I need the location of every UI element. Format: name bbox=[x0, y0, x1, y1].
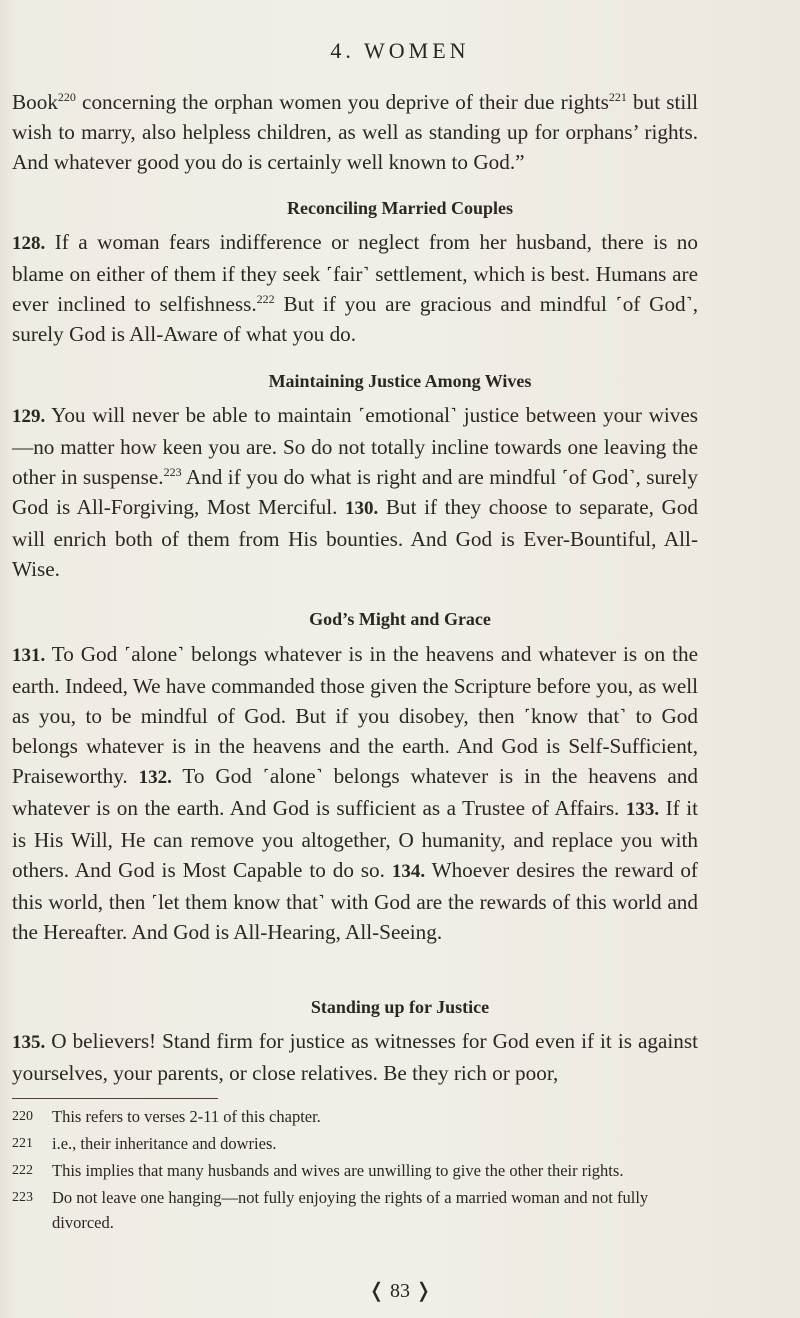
verse-number: 132. bbox=[138, 767, 172, 788]
verse-number: 129. bbox=[12, 406, 46, 427]
continuation-paragraph bbox=[12, 87, 698, 177]
footnote-ref: 221 bbox=[608, 89, 627, 104]
section-heading-standing-justice: Standing up for Justice bbox=[310, 997, 490, 1017]
verse-text: If a woman fears indifference or neglect from her husband, there is no blame on either of them if they seek ˹fair˺ settlement, which is best. Humans are ever inclined to selfishness. bbox=[12, 230, 698, 316]
footnote-text: i.e., their inheritance and dowries. bbox=[52, 1134, 277, 1153]
footnote bbox=[12, 1158, 700, 1183]
footnote bbox=[12, 1131, 700, 1156]
section-heading-might-grace: God’s Might and Grace bbox=[309, 609, 491, 629]
verse-number: 134. bbox=[391, 861, 426, 882]
verse-text: If it is His Will, He can remove you altogether, O humanity, and replace you with others. And God is Most Capable to do so. bbox=[12, 796, 698, 882]
verse-block-129-130 bbox=[12, 400, 698, 584]
verse-number: 131. bbox=[12, 645, 46, 666]
footnote-number: 220 bbox=[12, 1109, 33, 1124]
footnote-ref: 220 bbox=[57, 89, 76, 104]
page-number: ❬ 83 ❭ bbox=[368, 1280, 432, 1302]
footnotes bbox=[12, 1104, 700, 1237]
verse-block-128 bbox=[12, 227, 698, 349]
footnote-text: This implies that many husbands and wives are unwilling to give the other their rights. bbox=[52, 1161, 624, 1180]
verse-number: 135. bbox=[12, 1032, 46, 1053]
footnote-divider bbox=[12, 1098, 218, 1099]
chapter-header: 4. WOMEN bbox=[330, 38, 470, 63]
footnote-number: 221 bbox=[12, 1136, 33, 1151]
verse-text: O believers! Stand firm for justice as witnesses for God even if it is against yourselves, your parents, or close relatives. Be they rich or poor, bbox=[12, 1029, 698, 1085]
verse-number: 130. bbox=[345, 498, 379, 519]
verse-text: To God ˹alone˺ belongs whatever is in the heavens and whatever is on the earth. And God is sufficient as a Trustee of Affairs. bbox=[12, 764, 698, 820]
verse-text: But if you are gracious and mindful ˹of God˺, surely God is All-Aware of what you do. bbox=[12, 292, 698, 346]
footnote-ref: 223 bbox=[163, 464, 182, 479]
verse-text: You will never be able to maintain ˹emotional˺ justice between your wives—no matter how keen you are. So do not totally incline towards one leaving the other in suspense. bbox=[12, 403, 698, 489]
verse-text: But if they choose to separate, God will enrich both of them from His bounties. And God is Ever-Bountiful, All-Wise. bbox=[12, 495, 699, 581]
footnote bbox=[12, 1185, 700, 1235]
footnote-number: 222 bbox=[12, 1163, 33, 1178]
verse-number: 128. bbox=[12, 233, 46, 254]
footnote-text: Do not leave one hanging—not fully enjoying the rights of a married woman and not fully divorced. bbox=[52, 1188, 649, 1232]
verse-block-131-134 bbox=[12, 639, 698, 947]
text-span: but still wish to marry, also helpless children, as well as standing up for orphans’ rights. And whatever good you do is certainly well known to God.” bbox=[12, 90, 698, 174]
section-heading-reconciling: Reconciling Married Couples bbox=[287, 198, 513, 218]
text-span: Book bbox=[12, 90, 58, 114]
footnote-text: This refers to verses 2-11 of this chapter. bbox=[52, 1107, 321, 1126]
section-heading-justice-wives: Maintaining Justice Among Wives bbox=[268, 371, 532, 391]
verse-text: To God ˹alone˺ belongs whatever is in the heavens and whatever is on the earth. Indeed, We have commanded those given the Scripture before you, as well as you, to be mindful of God. But if you disobey, then ˹know that˺ to God belongs whatever is in the heavens and the earth. And God is Self-Sufficient, Praiseworthy. bbox=[12, 642, 698, 788]
verse-text: Whoever desires the reward of this world, then ˹let them know that˺ with God are the rewards of this world and the Hereafter. And God is All-Hearing, All-Seeing. bbox=[12, 858, 698, 944]
footnote-ref: 222 bbox=[256, 291, 275, 306]
footnote bbox=[12, 1104, 700, 1129]
verse-text: And if you do what is right and are mindful ˹of God˺, surely God is All-Forgiving, Most Merciful. bbox=[12, 465, 698, 519]
footnote-number: 223 bbox=[12, 1190, 33, 1205]
verse-block-135 bbox=[12, 1026, 698, 1088]
text-span: concerning the orphan women you deprive of their due rights bbox=[75, 90, 609, 114]
verse-number: 133. bbox=[625, 799, 660, 820]
